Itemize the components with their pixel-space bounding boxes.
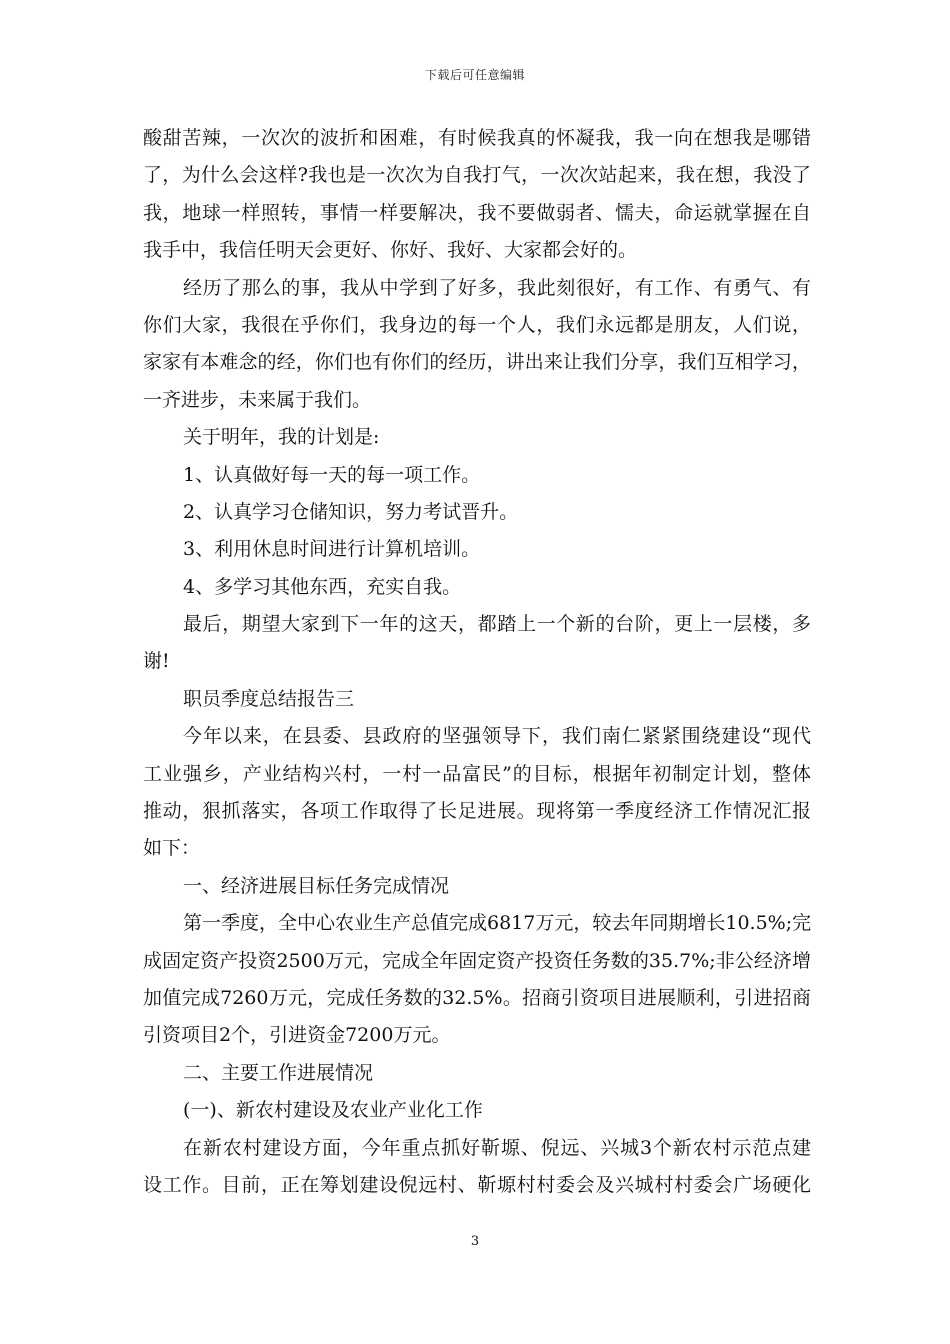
text-line: 家家有本难念的经，你们也有你们的经历，讲出来让我们分享，我们互相学习， (143, 351, 811, 374)
text-line: 一、经济进展目标任务完成情况 (183, 874, 450, 897)
text-line: 2、认真学习仓储知识，努力考试晋升。 (183, 500, 519, 523)
text-line: 我手中，我信任明天会更好、你好、我好、大家都会好的。 (143, 239, 638, 262)
text-line: 引资项目2个，引进资金7200万元。 (143, 1024, 451, 1047)
text-line: 工业强乡，产业结构兴村，一村一品富民”的目标，根据年初制定计划，整体 (143, 762, 811, 785)
text-line: 4、多学习其他东西，充实自我。 (183, 575, 462, 598)
text-line: 设工作。目前，正在筹划建设倪远村、靳塬村村委会及兴城村村委会广场硬化 (143, 1173, 811, 1196)
text-line: 职员季度总结报告三 (183, 687, 355, 710)
text-line: 谢! (143, 650, 170, 673)
page-header: 下载后可任意编辑 (424, 68, 525, 82)
document-body (143, 120, 811, 1204)
text-line: 成固定资产投资2500万元，完成全年固定资产投资任务数的35.7%;非公经济增 (143, 949, 811, 972)
text-line: 关于明年，我的计划是: (183, 426, 380, 449)
text-line: 二、主要工作进展情况 (183, 1061, 374, 1084)
text-line: 最后，期望大家到下一年的这天，都踏上一个新的台阶，更上一层楼，多 (183, 613, 811, 636)
text-line: 一齐进步，未来属于我们。 (143, 388, 372, 411)
text-line: 3、利用休息时间进行计算机培训。 (183, 538, 481, 561)
page-number: 3 (470, 1234, 480, 1249)
text-line: (一)、新农村建设及农业产业化工作 (183, 1099, 483, 1122)
text-line: 1、认真做好每一天的每一项工作。 (183, 463, 481, 486)
text-line: 在新农村建设方面，今年重点抓好靳塬、倪远、兴城3个新农村示范点建 (183, 1136, 811, 1159)
text-line: 加值完成7260万元，完成任务数的32.5%。招商引资项目进展顺利，引进招商 (143, 986, 811, 1009)
text-line: 如下： (143, 837, 201, 860)
text-line: 酸甜苦辣，一次次的波折和困难，有时候我真的怀凝我，我一向在想我是哪错 (143, 127, 811, 149)
text-line: 第一季度，全中心农业生产总值完成6817万元，较去年同期增长10.5%;完 (183, 912, 811, 935)
text-line: 我，地球一样照转，事情一样要解决，我不要做弱者、懦夫，命运就掌握在自 (143, 201, 811, 224)
text-line: 你们大家，我很在乎你们，我身边的每一个人，我们永远都是朋友，人们说， (143, 313, 811, 336)
text-line: 了，为什么会这样?我也是一次次为自我打气，一次次站起来，我在想，我没了 (143, 164, 811, 187)
text-line: 推动，狠抓落实，各项工作取得了长足进展。现将第一季度经济工作情况汇报 (143, 800, 811, 823)
text-line: 经历了那么的事，我从中学到了好多，我此刻很好，有工作、有勇气、有 (183, 276, 811, 299)
text-line: 今年以来，在县委、县政府的坚强领导下，我们南仁紧紧围绕建设“现代 (183, 725, 811, 748)
